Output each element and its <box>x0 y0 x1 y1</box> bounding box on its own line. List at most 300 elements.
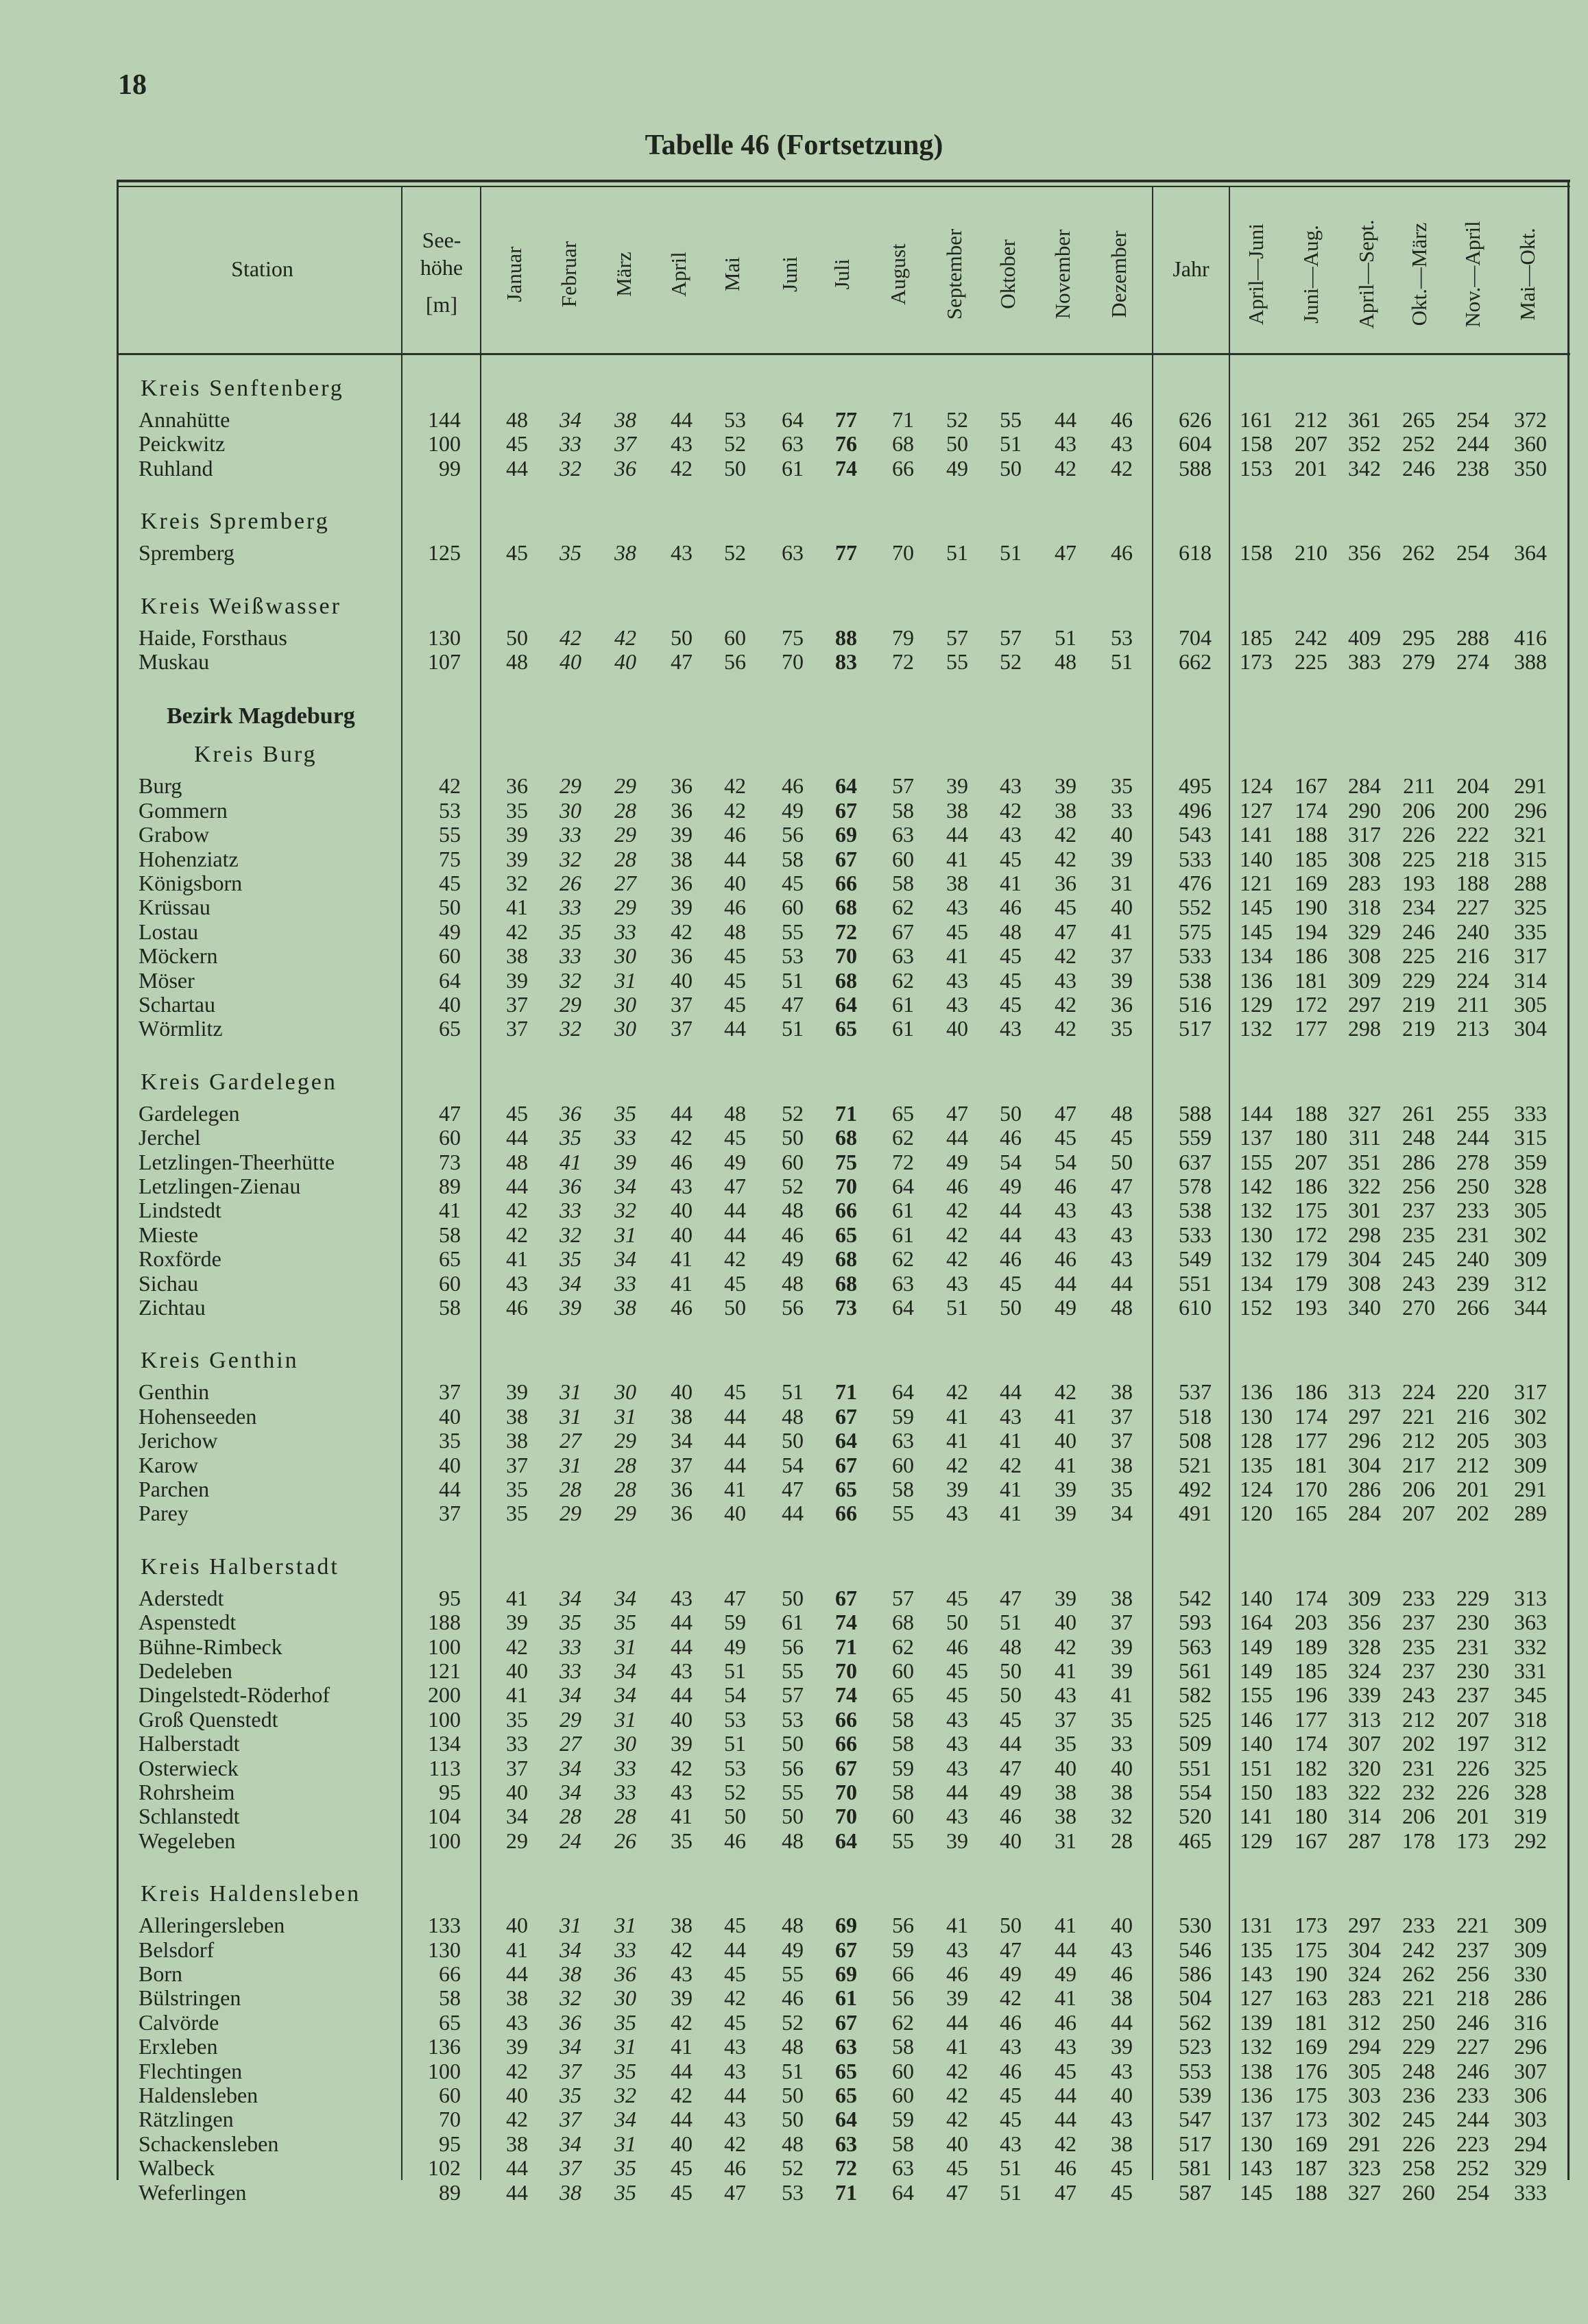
cell-jahr: 547 <box>1179 2107 1212 2132</box>
column-separator <box>480 186 481 2180</box>
cell-sep: 44 <box>946 1125 968 1150</box>
cell-p1: 130 <box>1240 1222 1273 1247</box>
cell-p6: 313 <box>1514 1585 1547 1610</box>
cell-p6: 318 <box>1514 1706 1547 1732</box>
cell-jun: 49 <box>782 1246 804 1272</box>
cell-nov: 46 <box>1055 2009 1076 2035</box>
cell-dez: 33 <box>1111 1731 1133 1756</box>
cell-dez: 32 <box>1111 1804 1133 1829</box>
cell-jul: 67 <box>835 797 857 823</box>
cell-jul: 75 <box>835 1149 857 1174</box>
cell-aug: 60 <box>892 1452 914 1477</box>
cell-jul: 61 <box>835 1985 857 2011</box>
cell-sep: 46 <box>946 1961 968 1986</box>
table-row <box>0 1404 1588 1429</box>
cell-okt: 44 <box>1000 1198 1022 1223</box>
cell-mai: 45 <box>724 1913 746 1938</box>
cell-p1: 146 <box>1240 1706 1273 1732</box>
cell-jul: 64 <box>835 1428 857 1453</box>
county-heading: Kreis Spremberg <box>141 509 330 535</box>
cell-p4: 212 <box>1402 1706 1435 1732</box>
cell-sh: 125 <box>428 540 461 566</box>
cell-p2: 188 <box>1295 1100 1327 1126</box>
cell-mai: 46 <box>724 895 746 920</box>
cell-p3: 323 <box>1348 2155 1381 2181</box>
cell-okt: 55 <box>1000 407 1022 432</box>
cell-mar: 31 <box>614 1913 636 1938</box>
cell-p4: 202 <box>1402 1731 1435 1756</box>
cell-nov: 39 <box>1055 1477 1076 1501</box>
table-row <box>0 540 1588 565</box>
cell-nov: 51 <box>1055 625 1076 650</box>
cell-p3: 328 <box>1348 1634 1381 1659</box>
cell-aug: 62 <box>892 2009 914 2035</box>
cell-p3: 317 <box>1348 822 1381 847</box>
cell-jun: 55 <box>782 919 804 944</box>
cell-apr: 39 <box>671 895 693 920</box>
cell-p1: 137 <box>1240 1125 1273 1150</box>
cell-jahr: 554 <box>1179 1780 1212 1804</box>
cell-aug: 62 <box>892 1246 914 1272</box>
cell-dez: 43 <box>1111 1937 1133 1962</box>
cell-p5: 244 <box>1456 431 1489 457</box>
cell-feb: 31 <box>560 1913 581 1938</box>
cell-aug: 60 <box>892 2083 914 2107</box>
cell-sh: 95 <box>439 2131 461 2156</box>
table-row <box>0 1295 1588 1320</box>
cell-jul: 69 <box>835 1913 857 1938</box>
cell-dez: 44 <box>1111 1270 1133 1296</box>
cell-feb: 32 <box>560 1985 581 2011</box>
cell-jul: 77 <box>835 407 857 432</box>
station-name: Rätzlingen <box>139 2107 234 2132</box>
header-jahr: Jahr <box>1172 256 1210 281</box>
cell-nov: 43 <box>1055 1222 1076 1247</box>
cell-p2: 186 <box>1295 1379 1327 1405</box>
cell-p2: 169 <box>1295 871 1327 895</box>
station-name: Bühne-Rimbeck <box>139 1634 282 1659</box>
cell-sep: 49 <box>946 455 968 481</box>
cell-jul: 77 <box>835 540 857 566</box>
table-row <box>0 871 1588 895</box>
cell-p4: 246 <box>1402 455 1435 481</box>
cell-nov: 45 <box>1055 895 1076 920</box>
cell-p2: 194 <box>1295 919 1327 944</box>
cell-mar: 37 <box>614 431 636 457</box>
station-name: Parchen <box>139 1477 210 1501</box>
cell-p1: 136 <box>1240 2083 1273 2107</box>
cell-mai: 44 <box>724 1428 746 1453</box>
cell-dez: 38 <box>1111 1452 1133 1477</box>
cell-aug: 63 <box>892 1270 914 1296</box>
cell-dez: 46 <box>1111 540 1133 566</box>
cell-p6: 307 <box>1514 2058 1547 2083</box>
cell-p2: 172 <box>1295 1222 1327 1247</box>
cell-p5: 226 <box>1456 1755 1489 1780</box>
district-heading: Bezirk Magdeburg <box>167 703 355 729</box>
cell-feb: 32 <box>560 967 581 993</box>
cell-apr: 43 <box>671 1585 693 1610</box>
table-row <box>0 1150 1588 1174</box>
cell-sep: 44 <box>946 2009 968 2035</box>
cell-apr: 44 <box>671 1634 693 1659</box>
cell-mar: 28 <box>614 1804 636 1829</box>
cell-p2: 185 <box>1295 846 1327 871</box>
cell-p6: 328 <box>1514 1780 1547 1804</box>
cell-jahr: 492 <box>1179 1477 1212 1501</box>
cell-apr: 43 <box>671 1961 693 1986</box>
cell-dez: 48 <box>1111 1100 1133 1126</box>
cell-p4: 206 <box>1402 797 1435 823</box>
cell-mar: 30 <box>614 992 636 1017</box>
cell-feb: 38 <box>560 2179 581 2205</box>
cell-feb: 35 <box>560 1610 581 1635</box>
header-month: Oktober <box>996 239 1020 309</box>
cell-mai: 49 <box>724 1149 746 1174</box>
cell-p5: 274 <box>1456 649 1489 674</box>
station-name: Bülstringen <box>139 1985 241 2011</box>
cell-mar: 30 <box>614 1731 636 1756</box>
cell-p5: 223 <box>1456 2131 1489 2156</box>
cell-p2: 188 <box>1295 822 1327 847</box>
cell-jahr: 509 <box>1179 1731 1212 1756</box>
cell-jul: 83 <box>835 649 857 674</box>
cell-aug: 57 <box>892 773 914 799</box>
cell-nov: 47 <box>1055 919 1076 944</box>
cell-nov: 44 <box>1055 2107 1076 2132</box>
cell-sep: 43 <box>946 1937 968 1962</box>
cell-p6: 289 <box>1514 1501 1547 1526</box>
cell-jul: 67 <box>835 846 857 871</box>
cell-p1: 134 <box>1240 1270 1273 1296</box>
cell-p1: 158 <box>1240 540 1273 566</box>
cell-p4: 206 <box>1402 1477 1435 1501</box>
cell-mar: 35 <box>614 2058 636 2083</box>
cell-apr: 39 <box>671 1731 693 1756</box>
station-name: Muskau <box>139 649 210 674</box>
table-row <box>0 1016 1588 1041</box>
cell-jahr: 704 <box>1179 625 1212 650</box>
cell-feb: 24 <box>560 1828 581 1853</box>
cell-p5: 218 <box>1456 846 1489 871</box>
cell-sh: 55 <box>439 822 461 847</box>
cell-sep: 42 <box>946 1379 968 1405</box>
table-row <box>0 968 1588 993</box>
cell-jul: 66 <box>835 871 857 895</box>
cell-jahr: 538 <box>1179 967 1212 993</box>
cell-jun: 55 <box>782 1780 804 1804</box>
cell-p5: 205 <box>1456 1428 1489 1453</box>
cell-p5: 252 <box>1456 2155 1489 2181</box>
cell-jul: 67 <box>835 1452 857 1477</box>
cell-sep: 45 <box>946 919 968 944</box>
table-row <box>0 1125 1588 1150</box>
cell-dez: 45 <box>1111 1125 1133 1150</box>
cell-p3: 308 <box>1348 1270 1381 1296</box>
cell-p2: 177 <box>1295 1706 1327 1732</box>
cell-p6: 363 <box>1514 1610 1547 1635</box>
cell-p3: 351 <box>1348 1149 1381 1174</box>
cell-p1: 132 <box>1240 1016 1273 1041</box>
cell-apr: 36 <box>671 797 693 823</box>
cell-apr: 43 <box>671 1174 693 1198</box>
cell-jun: 48 <box>782 2131 804 2156</box>
cell-mai: 48 <box>724 919 746 944</box>
cell-jahr: 538 <box>1179 1198 1212 1223</box>
cell-jul: 70 <box>835 1174 857 1198</box>
cell-mai: 53 <box>724 1755 746 1780</box>
cell-jahr: 575 <box>1179 919 1212 944</box>
cell-p1: 128 <box>1240 1428 1273 1453</box>
cell-apr: 44 <box>671 2058 693 2083</box>
cell-mar: 40 <box>614 649 636 674</box>
cell-jul: 68 <box>835 1125 857 1150</box>
header-month: Februar <box>557 241 581 308</box>
cell-okt: 45 <box>1000 992 1022 1017</box>
cell-jahr: 516 <box>1179 992 1212 1017</box>
cell-p4: 231 <box>1402 1755 1435 1780</box>
table-row <box>0 1913 1588 1937</box>
cell-mai: 43 <box>724 2107 746 2132</box>
cell-jahr: 491 <box>1179 1501 1212 1526</box>
table-row <box>0 1961 1588 1986</box>
cell-p3: 304 <box>1348 1452 1381 1477</box>
cell-jan: 34 <box>506 1804 528 1829</box>
table-row <box>0 1682 1588 1707</box>
header-period: Mai—Okt. <box>1515 228 1539 321</box>
cell-mai: 42 <box>724 797 746 823</box>
cell-dez: 38 <box>1111 1379 1133 1405</box>
cell-p1: 124 <box>1240 773 1273 799</box>
cell-jun: 53 <box>782 943 804 969</box>
table-left-border <box>117 180 119 2180</box>
cell-feb: 37 <box>560 2107 581 2132</box>
cell-p6: 317 <box>1514 1379 1547 1405</box>
cell-nov: 42 <box>1055 822 1076 847</box>
cell-sep: 42 <box>946 1246 968 1272</box>
cell-apr: 41 <box>671 2034 693 2059</box>
cell-p2: 190 <box>1295 895 1327 920</box>
county-heading: Kreis Senftenberg <box>141 376 344 401</box>
cell-sep: 46 <box>946 1634 968 1659</box>
table-top-border <box>117 180 1570 182</box>
cell-mai: 42 <box>724 2131 746 2156</box>
cell-jan: 40 <box>506 1658 528 1683</box>
cell-dez: 39 <box>1111 1658 1133 1683</box>
cell-nov: 47 <box>1055 1100 1076 1126</box>
cell-jan: 48 <box>506 1149 528 1174</box>
cell-sh: 102 <box>428 2155 461 2181</box>
cell-mar: 28 <box>614 1477 636 1501</box>
cell-p3: 302 <box>1348 2107 1381 2132</box>
cell-p2: 174 <box>1295 797 1327 823</box>
cell-p6: 325 <box>1514 895 1547 920</box>
cell-mai: 47 <box>724 2179 746 2205</box>
cell-p4: 265 <box>1402 407 1435 432</box>
cell-p5: 233 <box>1456 1198 1489 1223</box>
cell-p1: 134 <box>1240 943 1273 969</box>
cell-p4: 206 <box>1402 1804 1435 1829</box>
cell-p3: 297 <box>1348 1403 1381 1429</box>
table-row <box>0 992 1588 1017</box>
column-separator <box>1152 186 1153 2180</box>
cell-feb: 34 <box>560 1755 581 1780</box>
station-name: Schlanstedt <box>139 1804 240 1829</box>
cell-nov: 42 <box>1055 1379 1076 1405</box>
cell-jul: 67 <box>835 1755 857 1780</box>
cell-apr: 42 <box>671 919 693 944</box>
cell-sep: 44 <box>946 822 968 847</box>
cell-jun: 63 <box>782 540 804 566</box>
cell-mai: 60 <box>724 625 746 650</box>
cell-p1: 158 <box>1240 431 1273 457</box>
station-name: Sichau <box>139 1270 199 1296</box>
cell-aug: 64 <box>892 1174 914 1198</box>
cell-sh: 99 <box>439 455 461 481</box>
cell-nov: 41 <box>1055 1658 1076 1683</box>
cell-aug: 59 <box>892 1755 914 1780</box>
station-name: Königsborn <box>139 871 243 895</box>
cell-sh: 107 <box>428 649 461 674</box>
station-name: Grabow <box>139 822 210 847</box>
cell-okt: 41 <box>1000 1477 1022 1501</box>
cell-aug: 63 <box>892 1428 914 1453</box>
table-row <box>0 847 1588 871</box>
cell-nov: 37 <box>1055 1706 1076 1732</box>
cell-p3: 322 <box>1348 1174 1381 1198</box>
cell-jan: 35 <box>506 1501 528 1526</box>
header-month: Januar <box>502 246 526 302</box>
cell-jan: 50 <box>506 625 528 650</box>
cell-p3: 318 <box>1348 895 1381 920</box>
cell-dez: 43 <box>1111 431 1133 457</box>
header-period: Nov.—April <box>1460 221 1484 328</box>
cell-okt: 45 <box>1000 2083 1022 2107</box>
cell-mai: 46 <box>724 822 746 847</box>
cell-okt: 41 <box>1000 871 1022 895</box>
cell-p4: 262 <box>1402 1961 1435 1986</box>
cell-aug: 62 <box>892 967 914 993</box>
cell-aug: 58 <box>892 1477 914 1501</box>
cell-mai: 44 <box>724 1937 746 1962</box>
cell-p1: 132 <box>1240 2034 1273 2059</box>
cell-jan: 36 <box>506 773 528 799</box>
station-name: Krüssau <box>139 895 210 920</box>
cell-sh: 40 <box>439 1403 461 1429</box>
station-name: Weferlingen <box>139 2179 247 2205</box>
cell-jan: 42 <box>506 2058 528 2083</box>
cell-jahr: 525 <box>1179 1706 1212 1732</box>
cell-jun: 48 <box>782 1828 804 1853</box>
cell-mar: 42 <box>614 625 636 650</box>
cell-mai: 50 <box>724 455 746 481</box>
cell-sh: 113 <box>429 1755 461 1780</box>
cell-dez: 37 <box>1111 1610 1133 1635</box>
cell-jan: 46 <box>506 1295 528 1320</box>
cell-jul: 72 <box>835 919 857 944</box>
cell-dez: 38 <box>1111 2131 1133 2156</box>
cell-feb: 38 <box>560 1961 581 1986</box>
station-name: Lostau <box>139 919 199 944</box>
cell-mar: 35 <box>614 2009 636 2035</box>
table-row <box>0 1174 1588 1198</box>
cell-p6: 312 <box>1514 1731 1547 1756</box>
cell-sh: 60 <box>439 1125 461 1150</box>
cell-mar: 38 <box>614 540 636 566</box>
cell-p6: 416 <box>1514 625 1547 650</box>
cell-p5: 220 <box>1456 1379 1489 1405</box>
table-row <box>0 1658 1588 1683</box>
cell-mai: 42 <box>724 773 746 799</box>
cell-nov: 36 <box>1055 871 1076 895</box>
table-row <box>0 2131 1588 2156</box>
cell-okt: 46 <box>1000 1804 1022 1829</box>
cell-okt: 50 <box>1000 1295 1022 1320</box>
cell-nov: 42 <box>1055 2131 1076 2156</box>
cell-jun: 46 <box>782 1985 804 2011</box>
cell-jahr: 520 <box>1179 1804 1212 1829</box>
cell-p5: 212 <box>1456 1452 1489 1477</box>
cell-jul: 70 <box>835 1780 857 1804</box>
cell-apr: 47 <box>671 649 693 674</box>
cell-p2: 174 <box>1295 1585 1327 1610</box>
cell-p4: 237 <box>1402 1658 1435 1683</box>
cell-apr: 41 <box>671 1246 693 1272</box>
cell-p3: 322 <box>1348 1780 1381 1804</box>
page-number: 18 <box>118 69 147 101</box>
cell-p4: 219 <box>1402 992 1435 1017</box>
cell-p5: 231 <box>1456 1634 1489 1659</box>
cell-aug: 65 <box>892 1100 914 1126</box>
cell-p4: 243 <box>1402 1270 1435 1296</box>
table-row <box>0 1379 1588 1404</box>
cell-p5: 254 <box>1456 2179 1489 2205</box>
cell-aug: 68 <box>892 1610 914 1635</box>
header-seehoehe <box>403 226 480 318</box>
station-name: Wegeleben <box>139 1828 236 1853</box>
cell-feb: 36 <box>560 1174 581 1198</box>
cell-sep: 42 <box>946 2083 968 2107</box>
cell-p6: 304 <box>1514 1016 1547 1041</box>
cell-jan: 41 <box>506 1585 528 1610</box>
cell-apr: 40 <box>671 1198 693 1223</box>
cell-jan: 44 <box>506 2179 528 2205</box>
cell-sep: 42 <box>946 1222 968 1247</box>
table-row <box>0 407 1588 432</box>
cell-dez: 39 <box>1111 967 1133 993</box>
cell-p6: 296 <box>1514 797 1547 823</box>
cell-p4: 286 <box>1402 1149 1435 1174</box>
header-month: September <box>942 228 966 320</box>
cell-mar: 39 <box>614 1149 636 1174</box>
cell-okt: 43 <box>1000 1016 1022 1041</box>
cell-dez: 43 <box>1111 2107 1133 2132</box>
cell-feb: 33 <box>560 1658 581 1683</box>
station-name: Born <box>139 1961 182 1986</box>
cell-dez: 41 <box>1111 919 1133 944</box>
cell-okt: 42 <box>1000 1985 1022 2011</box>
cell-mai: 47 <box>724 1585 746 1610</box>
cell-sh: 58 <box>439 1985 461 2011</box>
table-row <box>0 943 1588 968</box>
cell-feb: 42 <box>560 625 581 650</box>
cell-p6: 315 <box>1514 846 1547 871</box>
cell-jul: 65 <box>835 1016 857 1041</box>
table-row <box>0 919 1588 944</box>
table-row <box>0 1198 1588 1222</box>
cell-aug: 61 <box>892 992 914 1017</box>
cell-feb: 33 <box>560 895 581 920</box>
